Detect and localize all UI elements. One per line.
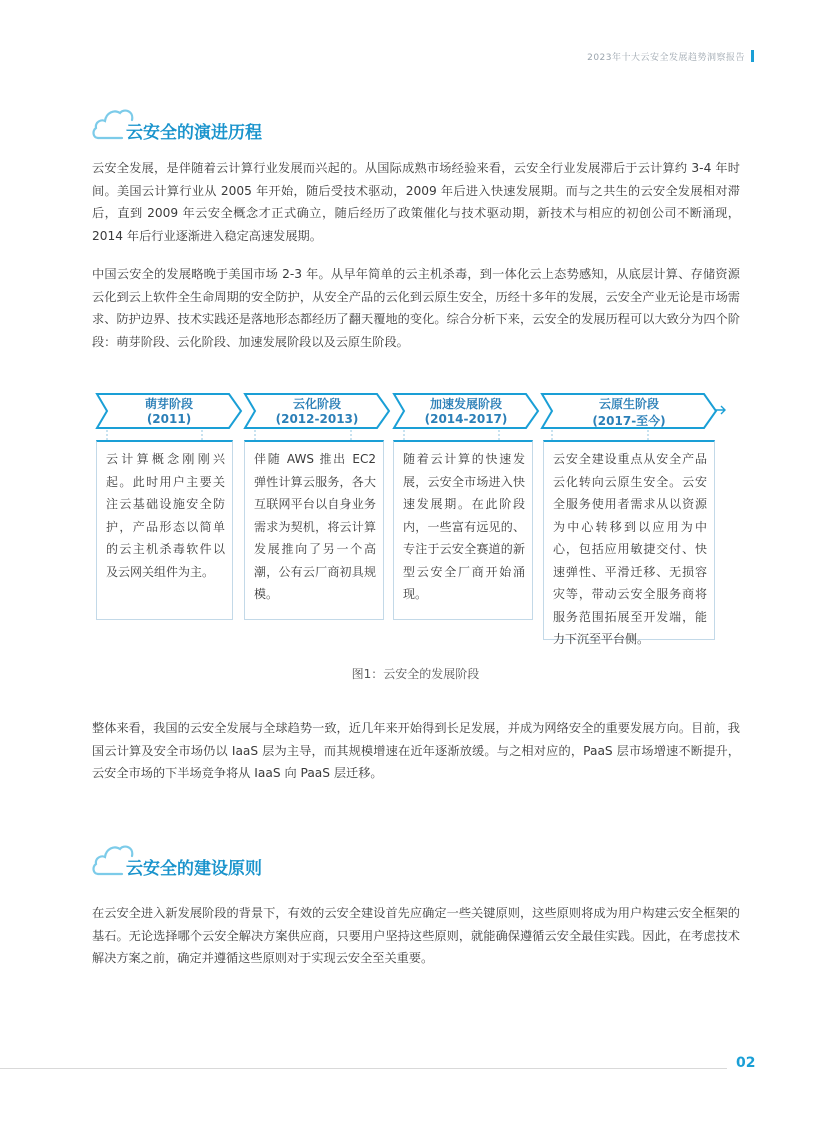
stage-description: 云安全建设重点从安全产品云化转向云原生安全。云安全服务使用者需求从以资源为中心转移到以应用为中心，包括应用敏捷交付、快速弹性、平滑迁移、无损容灾等，带动云安全服务商将服务范围拓展至开发端，能力下沉至平台侧。 xyxy=(543,440,715,640)
stage-name: 加速发展阶段 xyxy=(429,397,502,411)
report-title: 2023年十大云安全发展趋势洞察报告 xyxy=(587,53,745,63)
page-number: 02 xyxy=(736,1055,756,1071)
stage-description: 随着云计算的快速发展，云安全市场进入快速发展期。在此阶段内，一些富有远见的、专注于云安全赛道的新型云安全厂商开始涌现。 xyxy=(393,440,533,620)
stage-period: (2017-至今) xyxy=(592,414,666,428)
body-paragraph: 在云安全进入新发展阶段的背景下，有效的云安全建设首先应确定一些关键原则，这些原则将成为用户构建云安全框架的基石。无论选择哪个云安全解决方案供应商，只要用户坚持这些原则，就能确保遵循云安全最佳实践。因此，在考虑技术解决方案之前，确定并遵循这些原则对于实现云安全至关重要。 xyxy=(92,906,740,965)
stage-period: (2011) xyxy=(146,412,192,426)
stage-header xyxy=(392,392,540,430)
footer-divider xyxy=(0,1068,727,1069)
stage-header xyxy=(95,392,243,430)
figure-caption: 图1：云安全的发展阶段 xyxy=(351,667,480,681)
stage-name: 云化阶段 xyxy=(292,397,341,411)
arrow-right-icon xyxy=(715,405,727,415)
stage-header xyxy=(540,392,718,430)
stage-period: (2014-2017) xyxy=(424,412,508,426)
body-paragraph: 中国云安全的发展略晚于美国市场 2-3 年。从早年简单的云主机杀毒，到一体化云上态势感知，从底层计算、存储资源云化到云上软件全生命周期的安全防护，从安全产品的云化到云原生安全，历经十多年的发展，云安全产业无论是市场需求、防护边界、技术实践还是落地形态都经历了翻天覆地的变化。综合分析下来，云安全的发展历程可以大致分为四个阶段：萌芽阶段、云化阶段、加速发展阶段以及云原生阶段。 xyxy=(92,267,740,349)
stage-name: 云原生阶段 xyxy=(598,397,659,411)
body-paragraph: 整体来看，我国的云安全发展与全球趋势一致，近几年来开始得到长足发展，并成为网络安全的重要发展方向。目前，我国云计算及安全市场仍以 IaaS 层为主导，而其规模增速在近年逐渐放缓。与之相对应的，PaaS 层市场增速不断提升，云安全市场的下半场竞争将从 IaaS 向 PaaS 层迁移。 xyxy=(92,721,740,780)
section-title: 云安全的建设原则 xyxy=(126,859,262,879)
section-title: 云安全的演进历程 xyxy=(126,123,262,143)
stage-description: 云计算概念刚刚兴起。此时用户主要关注云基础设施安全防护，产品形态以简单的云主机杀毒软件以及云网关组件为主。 xyxy=(96,440,233,620)
stage-header xyxy=(243,392,391,430)
header-accent-bar xyxy=(751,50,754,62)
stage-description: 伴随 AWS 推出 EC2 弹性计算云服务，各大互联网平台以自身业务需求为契机，将云计算发展推向了另一个高潮，公有云厂商初具规模。 xyxy=(244,440,384,620)
body-paragraph: 云安全发展，是伴随着云计算行业发展而兴起的。从国际成熟市场经验来看，云安全行业发展滞后于云计算约 3-4 年时间。美国云计算行业从 2005 年开始，随后受技术驱动，2009 年后进入快速发展期。而与之共生的云安全发展相对滞后，直到 2009 年云安全概念才正式确立，随后经历了政策催化与技术驱动期，新技术与相应的初创公司不断涌现，2014 年后行业逐渐进入稳定高速发展期。 xyxy=(92,161,740,243)
stage-period: (2012-2013) xyxy=(275,412,359,426)
stage-name: 萌芽阶段 xyxy=(144,397,193,411)
